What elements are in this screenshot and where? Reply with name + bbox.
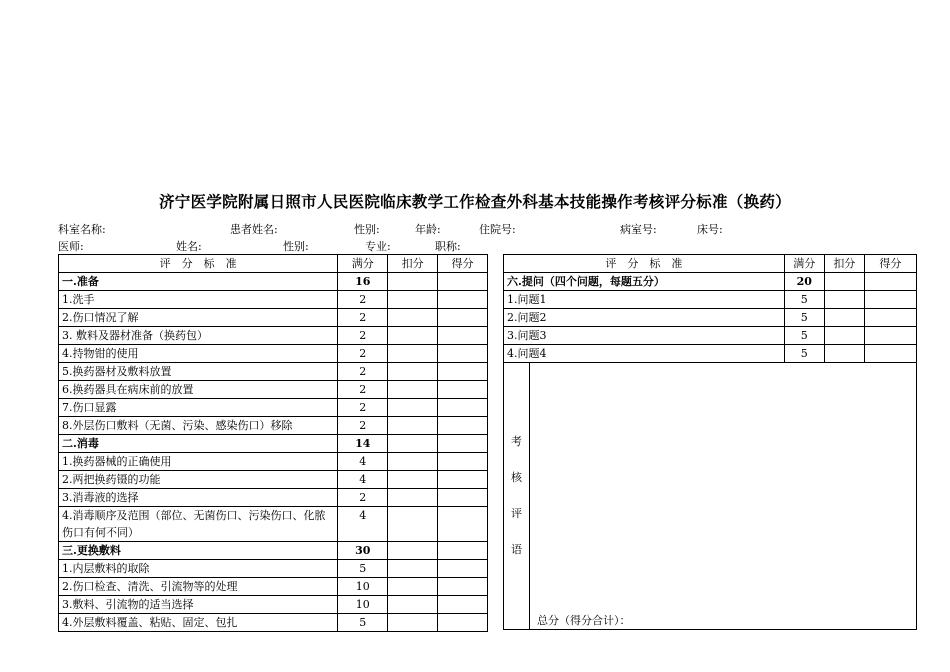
full-score: 5 [784, 309, 824, 327]
table-row [504, 345, 917, 363]
criterion-label: 三.更换敷料 [59, 542, 338, 560]
table-row [59, 507, 488, 542]
deduct-cell [388, 560, 438, 578]
deduct-cell [824, 309, 864, 327]
score-cell [864, 327, 916, 345]
criterion-label: 6.换药器具在病床前的放置 [59, 381, 338, 399]
table-row [59, 309, 488, 327]
score-cell [438, 417, 488, 435]
table-row [59, 291, 488, 309]
score-cell [438, 327, 488, 345]
comment-row [504, 363, 917, 630]
info-title-label: 职称: [435, 240, 461, 253]
right-score-table [503, 254, 917, 630]
deduct-cell [824, 273, 864, 291]
deduct-cell [824, 291, 864, 309]
score-cell [438, 596, 488, 614]
table-row [59, 417, 488, 435]
criterion-label: 4.消毒顺序及范围（部位、无菌伤口、污染伤口、化脓伤口有何不同） [59, 507, 338, 542]
table-row [59, 489, 488, 507]
table-row [59, 273, 488, 291]
score-cell [864, 291, 916, 309]
header-deduct: 扣分 [388, 255, 438, 273]
table-row [504, 273, 917, 291]
score-cell [438, 399, 488, 417]
full-score: 10 [338, 578, 388, 596]
full-score: 30 [338, 542, 388, 560]
table-row [59, 363, 488, 381]
info-admission-label: 住院号: [479, 223, 516, 236]
comment-char: 语 [511, 543, 523, 556]
table-row [59, 614, 488, 632]
criterion-label: 2.两把换药镊的功能 [59, 471, 338, 489]
full-score: 20 [784, 273, 824, 291]
deduct-cell [388, 273, 438, 291]
table-row [504, 309, 917, 327]
full-score: 2 [338, 291, 388, 309]
criterion-label: 3. 敷料及器材准备（换药包） [59, 327, 338, 345]
question-label: 3.问题3 [504, 327, 785, 345]
criterion-label: 4.持物钳的使用 [59, 345, 338, 363]
full-score: 16 [338, 273, 388, 291]
deduct-cell [388, 309, 438, 327]
table-row [59, 560, 488, 578]
table-row [504, 291, 917, 309]
score-cell [864, 273, 916, 291]
full-score: 5 [784, 291, 824, 309]
info-name-label: 姓名: [176, 240, 202, 253]
header-score: 得分 [864, 255, 916, 273]
criterion-label: 1.换药器械的正确使用 [59, 453, 338, 471]
full-score: 5 [338, 560, 388, 578]
full-score: 5 [784, 345, 824, 363]
score-cell [438, 542, 488, 560]
deduct-cell [388, 614, 438, 632]
comment-char: 核 [511, 471, 523, 484]
deduct-cell [388, 363, 438, 381]
table-row [59, 381, 488, 399]
question-label: 六.提问（四个问题，每题五分） [504, 273, 785, 291]
full-score: 2 [338, 345, 388, 363]
criterion-label: 一.准备 [59, 273, 338, 291]
score-cell [438, 614, 488, 632]
deduct-cell [388, 596, 438, 614]
full-score: 2 [338, 381, 388, 399]
deduct-cell [388, 453, 438, 471]
question-label: 2.问题2 [504, 309, 785, 327]
info-row-1 [58, 221, 858, 235]
criterion-label: 二.消毒 [59, 435, 338, 453]
table-row [59, 399, 488, 417]
table-row [59, 345, 488, 363]
score-cell [438, 453, 488, 471]
header-item: 评 分 标 准 [59, 255, 338, 273]
criterion-label: 3.敷料、引流物的适当选择 [59, 596, 338, 614]
info-patient-label: 患者姓名: [230, 223, 278, 236]
comment-char: 评 [511, 507, 523, 520]
deduct-cell [388, 345, 438, 363]
info-age-label: 年龄: [415, 223, 441, 236]
info-sex2-label: 性别: [283, 240, 309, 253]
header-item: 评 分 标 准 [504, 255, 785, 273]
info-major-label: 专业: [365, 240, 391, 253]
header-deduct: 扣分 [824, 255, 864, 273]
info-row-2 [58, 238, 858, 252]
deduct-cell [824, 345, 864, 363]
table-row [504, 327, 917, 345]
deduct-cell [388, 489, 438, 507]
deduct-cell [388, 399, 438, 417]
full-score: 2 [338, 489, 388, 507]
page-title: 济宁医学院附属日照市人民医院临床教学工作检查外科基本技能操作考核评分标准（换药） [158, 192, 791, 211]
full-score: 4 [338, 507, 388, 542]
full-score: 2 [338, 327, 388, 345]
full-score: 10 [338, 596, 388, 614]
criterion-label: 8.外层伤口敷料（无菌、污染、感染伤口）移除 [59, 417, 338, 435]
deduct-cell [388, 507, 438, 542]
score-cell [438, 291, 488, 309]
score-cell [438, 363, 488, 381]
full-score: 5 [784, 327, 824, 345]
question-label: 4.问题4 [504, 345, 785, 363]
deduct-cell [388, 471, 438, 489]
full-score: 2 [338, 417, 388, 435]
info-doctor-label: 医师: [58, 240, 84, 253]
table-row [59, 542, 488, 560]
table-row [59, 471, 488, 489]
full-score: 5 [338, 614, 388, 632]
score-cell [438, 471, 488, 489]
deduct-cell [388, 327, 438, 345]
deduct-cell [388, 578, 438, 596]
info-bed-label: 床号: [697, 223, 723, 236]
criterion-label: 5.换药器材及敷料放置 [59, 363, 338, 381]
table-row [59, 578, 488, 596]
deduct-cell [388, 542, 438, 560]
criterion-label: 2.伤口检查、清洗、引流物等的处理 [59, 578, 338, 596]
right-header-row [504, 255, 917, 273]
total-score-label: 总分（得分合计）： [537, 614, 631, 627]
criterion-label: 1.洗手 [59, 291, 338, 309]
table-row [59, 453, 488, 471]
table-row [59, 596, 488, 614]
left-score-table [58, 254, 488, 632]
score-cell [438, 489, 488, 507]
question-label: 1.问题1 [504, 291, 785, 309]
score-cell [438, 560, 488, 578]
comment-label-cell [504, 363, 530, 630]
score-cell [438, 435, 488, 453]
full-score: 2 [338, 399, 388, 417]
header-full: 满分 [784, 255, 824, 273]
score-cell [438, 309, 488, 327]
criterion-label: 1.内层敷料的取除 [59, 560, 338, 578]
criterion-label: 2.伤口情况了解 [59, 309, 338, 327]
full-score: 4 [338, 453, 388, 471]
criterion-label: 3.消毒液的选择 [59, 489, 338, 507]
criterion-label: 4.外层敷料覆盖、粘贴、固定、包扎 [59, 614, 338, 632]
info-dept-label: 科室名称: [58, 223, 106, 236]
score-cell [864, 309, 916, 327]
deduct-cell [388, 417, 438, 435]
table-row [59, 435, 488, 453]
full-score: 2 [338, 363, 388, 381]
header-score: 得分 [438, 255, 488, 273]
deduct-cell [388, 291, 438, 309]
full-score: 4 [338, 471, 388, 489]
comment-char: 考 [511, 435, 523, 448]
info-sex-label: 性别: [354, 223, 380, 236]
score-cell [438, 345, 488, 363]
score-cell [438, 273, 488, 291]
full-score: 2 [338, 309, 388, 327]
score-cell [864, 345, 916, 363]
deduct-cell [388, 381, 438, 399]
left-header-row [59, 255, 488, 273]
full-score: 14 [338, 435, 388, 453]
score-cell [438, 507, 488, 542]
score-cell [438, 578, 488, 596]
table-row [59, 327, 488, 345]
header-full: 满分 [338, 255, 388, 273]
info-ward-label: 病室号: [620, 223, 657, 236]
score-cell [438, 381, 488, 399]
deduct-cell [388, 435, 438, 453]
deduct-cell [824, 327, 864, 345]
comment-area [530, 363, 917, 630]
criterion-label: 7.伤口显露 [59, 399, 338, 417]
